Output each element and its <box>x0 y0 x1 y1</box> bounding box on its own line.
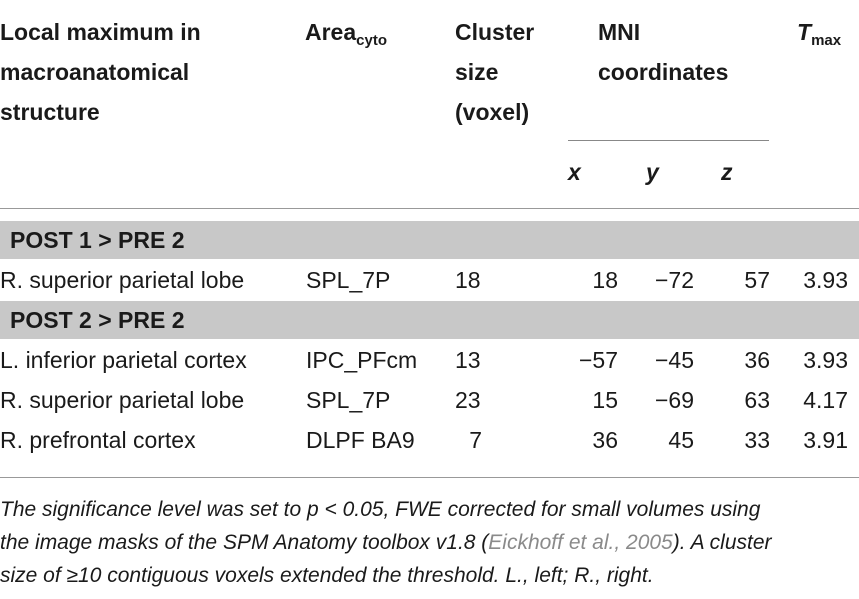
cell-x: 15 <box>592 387 618 413</box>
sub-x: x <box>568 159 581 185</box>
header-cluster-line1: Cluster <box>455 19 535 45</box>
sub-z: z <box>721 159 733 185</box>
group-band-1 <box>0 221 859 259</box>
cell-structure: L. inferior parietal cortex <box>0 347 247 373</box>
header-area <box>305 12 387 61</box>
table-bottom-rule <box>0 477 859 478</box>
cell-x: 18 <box>592 267 618 293</box>
header-structure-line2: macroanatomical <box>0 59 190 85</box>
header-structure <box>0 12 201 132</box>
footnote-line2-pre: the image masks of the SPM Anatomy toolbox v1.8 ( <box>0 531 489 554</box>
group-band-2 <box>0 301 859 339</box>
cell-t: 3.93 <box>803 267 848 293</box>
cell-area: DLPF BA9 <box>306 427 415 453</box>
cell-size: 18 <box>455 267 481 293</box>
cell-x: 36 <box>592 427 618 453</box>
header-mni-line1: MNI <box>598 19 641 45</box>
cell-size: 7 <box>469 427 482 453</box>
header-structure-line1: Local maximum in <box>0 19 201 45</box>
mni-subheader-rule <box>568 140 769 141</box>
group-label-2: POST 2 > PRE 2 <box>10 307 185 333</box>
header-rule <box>0 208 859 209</box>
cell-t: 3.93 <box>803 347 848 373</box>
cell-structure: R. superior parietal lobe <box>0 267 245 293</box>
cell-z: 57 <box>744 267 770 293</box>
header-cluster-line3: (voxel) <box>455 99 530 125</box>
header-area-main: Area <box>305 19 357 45</box>
header-tmax-main: T <box>797 19 812 45</box>
cell-x: −57 <box>578 347 618 373</box>
header-mni-line2: coordinates <box>598 59 729 85</box>
footnote-line3: size of ≥10 contiguous voxels extended the threshold. L., left; R., right. <box>0 564 654 587</box>
header-cluster-size <box>455 12 534 132</box>
cell-z: 33 <box>744 427 770 453</box>
cell-y: −45 <box>654 347 694 373</box>
cell-z: 63 <box>744 387 770 413</box>
table-footnote <box>0 493 772 592</box>
footnote-line2-post: ). A cluster <box>672 531 772 554</box>
footnote-line2 <box>0 526 772 559</box>
citation-link[interactable]: Eickhoff et al., 2005 <box>488 531 673 554</box>
cell-y: −72 <box>654 267 694 293</box>
cell-structure: R. prefrontal cortex <box>0 427 196 453</box>
cell-t: 3.91 <box>803 427 848 453</box>
header-mni <box>598 12 728 92</box>
header-area-sub: cyto <box>356 32 387 49</box>
header-tmax <box>797 12 841 61</box>
group-label-1: POST 1 > PRE 2 <box>10 227 185 253</box>
cell-structure: R. superior parietal lobe <box>0 387 245 413</box>
cell-z: 36 <box>744 347 770 373</box>
cell-y: −69 <box>654 387 694 413</box>
cell-area: SPL_7P <box>306 387 391 413</box>
cell-y: 45 <box>668 427 694 453</box>
cell-size: 13 <box>455 347 481 373</box>
header-cluster-line2: size <box>455 59 499 85</box>
cell-area: IPC_PFcm <box>306 347 418 373</box>
header-structure-line3: structure <box>0 99 100 125</box>
cell-area: SPL_7P <box>306 267 391 293</box>
header-tmax-sub: max <box>811 32 842 49</box>
sub-y: y <box>646 159 659 185</box>
footnote-line1: The significance level was set to p < 0.05, FWE corrected for small volumes using <box>0 498 761 521</box>
cell-size: 23 <box>455 387 481 413</box>
cell-t: 4.17 <box>803 387 848 413</box>
